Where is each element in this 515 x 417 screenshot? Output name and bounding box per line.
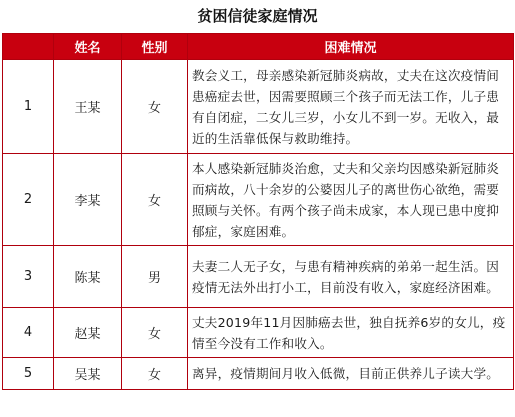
row-gender: 女 (122, 358, 188, 390)
page-title: 贫困信徒家庭情况 (197, 7, 318, 25)
row-situation: 离异，疫情期间月收入低微，目前正供养儿子读大学。 (188, 358, 514, 390)
row-gender: 女 (122, 154, 188, 246)
row-gender: 男 (122, 246, 188, 308)
poverty-family-table (2, 33, 514, 390)
table-row (3, 246, 514, 308)
row-index: 3 (3, 246, 54, 308)
table-row (3, 358, 514, 390)
row-situation: 本人感染新冠肺炎治愈，丈夫和父亲均因感染新冠肺炎而病故，八十余岁的公婆因儿子的离世伤心欲绝，需要照顾与关怀。有两个孩子尚未成家，本人现已患中度抑郁症，家庭困难。 (188, 154, 514, 246)
row-index: 2 (3, 154, 54, 246)
row-index: 5 (3, 358, 54, 390)
header-situation: 困难情况 (188, 34, 514, 60)
row-situation: 教会义工，母亲感染新冠肺炎病故，丈夫在这次疫情间患癌症去世，因需要照顾三个孩子而无法工作，儿子患有自闭症，二女儿三岁，小女儿不到一岁。无收入，最近的生活靠低保与救助维持。 (188, 60, 514, 154)
table-header-row (3, 34, 514, 60)
row-index: 4 (3, 308, 54, 358)
row-situation: 丈夫2019年11月因肺癌去世，独自抚养6岁的女儿，疫情至今没有工作和收入。 (188, 308, 514, 358)
table-row (3, 154, 514, 246)
row-name: 赵某 (54, 308, 122, 358)
table-row (3, 308, 514, 358)
row-name: 王某 (54, 60, 122, 154)
row-name: 李某 (54, 154, 122, 246)
row-gender: 女 (122, 308, 188, 358)
row-name: 陈某 (54, 246, 122, 308)
header-gender: 性别 (122, 34, 188, 60)
row-index: 1 (3, 60, 54, 154)
table-row (3, 60, 514, 154)
row-situation: 夫妻二人无子女，与患有精神疾病的弟弟一起生活。因疫情无法外出打小工，目前没有收入，家庭经济困难。 (188, 246, 514, 308)
row-name: 吴某 (54, 358, 122, 390)
header-name: 姓名 (54, 34, 122, 60)
row-gender: 女 (122, 60, 188, 154)
header-index (3, 34, 54, 60)
